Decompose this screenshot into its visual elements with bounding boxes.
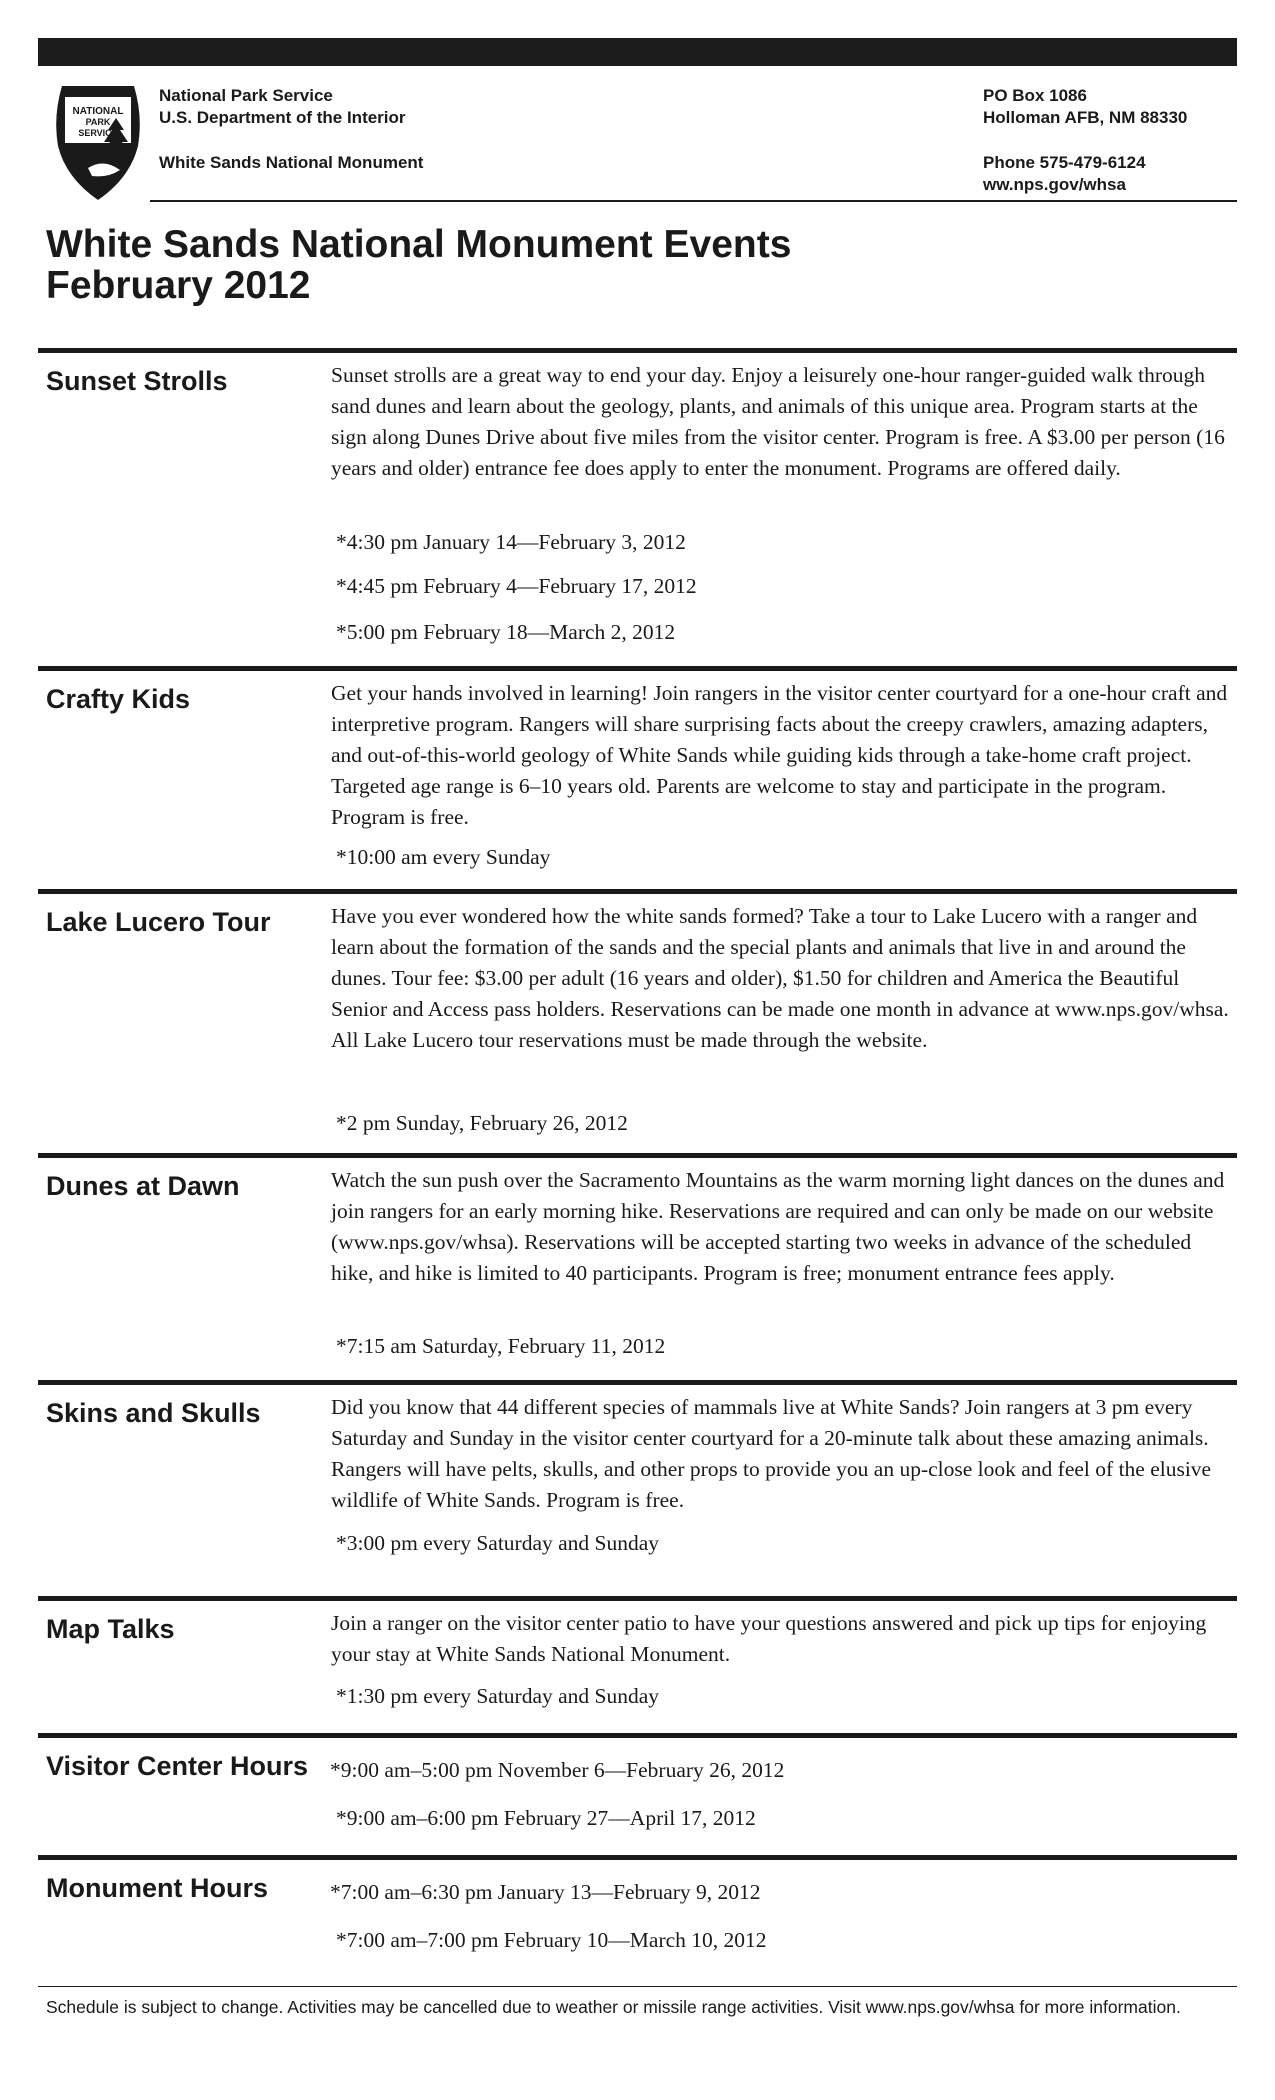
section-map-talks xyxy=(38,1596,1237,1734)
section-skins-and-skulls xyxy=(38,1380,1237,1597)
address-line-2: Holloman AFB, NM 88330 xyxy=(983,108,1188,127)
agency-line-2: U.S. Department of the Interior xyxy=(159,108,406,127)
header-rule xyxy=(150,200,1237,202)
section-title: Sunset Strolls xyxy=(46,366,228,396)
top-bar xyxy=(38,38,1237,66)
section-description: Watch the sun push over the Sacramento Mountains as the warm morning light dances on the dunes and join rangers for an early morning hike. Reservations are required and can only be made on our website (www.nps.gov/whsa). Reservations will be accepted starting two weeks in advance of the scheduled hike, and hike is limited to 40 participants. Program is free; monument entrance fees apply. xyxy=(331,1168,1225,1285)
schedule-item: *7:15 am Saturday, February 11, 2012 xyxy=(336,1334,666,1358)
section-title: Monument Hours xyxy=(46,1873,268,1903)
footer-note: Schedule is subject to change. Activities may be cancelled due to weather or missile range activities. Visit www.nps.gov/whsa for more information. xyxy=(46,1997,1181,2017)
section-description: Get your hands involved in learning! Join rangers in the visitor center courtyard for a one-hour craft and interpretive program. Rangers will share surprising facts about the creepy crawlers, amazing adapters, and out-of-this-world geology of White Sands while guiding kids through a take-home craft project. Targeted age range is 6–10 years old. Parents are welcome to stay and participate in the program. Program is free. xyxy=(331,681,1228,829)
schedule-item: *9:00 am–6:00 pm February 27—April 17, 2012 xyxy=(336,1806,756,1830)
schedule-item: *3:00 pm every Saturday and Sunday xyxy=(336,1531,660,1555)
schedule-item: *7:00 am–7:00 pm February 10—March 10, 2012 xyxy=(336,1928,767,1952)
svg-text:PARK: PARK xyxy=(85,117,111,127)
section-description: Join a ranger on the visitor center patio to have your questions answered and pick up tips for enjoying your stay at White Sands National Monument. xyxy=(331,1611,1207,1666)
schedule-item: *4:45 pm February 4—February 17, 2012 xyxy=(336,574,697,598)
phone-number: Phone 575-479-6124 xyxy=(983,153,1146,172)
schedule-item: *1:30 pm every Saturday and Sunday xyxy=(336,1684,660,1708)
section-visitor-center-hours xyxy=(38,1733,1237,1856)
unit-name: White Sands National Monument xyxy=(159,153,424,172)
section-monument-hours xyxy=(38,1855,1237,1980)
section-title: Lake Lucero Tour xyxy=(46,907,271,937)
svg-text:NATIONAL: NATIONAL xyxy=(72,106,124,117)
schedule-item: *5:00 pm February 18—March 2, 2012 xyxy=(336,620,676,644)
footer-rule xyxy=(38,1986,1237,1987)
section-sunset-strolls xyxy=(38,348,1237,667)
section-description: Sunset strolls are a great way to end your day. Enjoy a leisurely one-hour ranger-guided walk through sand dunes and learn about the geology, plants, and animals of this unique area. Program starts at the sign along Dunes Drive about five miles from the visitor center. Program is free. A $3.00 per person (16 years and older) entrance fee does apply to enter the monument. Programs are offered daily. xyxy=(331,363,1225,480)
schedule-item: *10:00 am every Sunday xyxy=(336,845,551,869)
address-line-1: PO Box 1086 xyxy=(983,86,1087,105)
agency-line-1: National Park Service xyxy=(159,86,333,105)
section-dunes-at-dawn xyxy=(38,1153,1237,1381)
section-title: Crafty Kids xyxy=(46,684,191,714)
schedule-item: *9:00 am–5:00 pm November 6—February 26, 2012 xyxy=(330,1758,785,1782)
website-link[interactable]: ww.nps.gov/whsa xyxy=(983,175,1126,194)
section-crafty-kids xyxy=(38,666,1237,890)
page-title-line-1: White Sands National Monument Events xyxy=(46,223,792,266)
section-title: Skins and Skulls xyxy=(46,1398,261,1428)
page-title-line-2: February 2012 xyxy=(46,264,311,307)
section-title: Dunes at Dawn xyxy=(46,1171,240,1201)
section-lake-lucero-tour xyxy=(38,889,1237,1154)
schedule-item: *4:30 pm January 14—February 3, 2012 xyxy=(336,530,686,554)
schedule-item: *7:00 am–6:30 pm January 13—February 9, 2012 xyxy=(330,1880,761,1904)
section-title: Map Talks xyxy=(46,1614,175,1644)
section-description: Did you know that 44 different species of mammals live at White Sands? Join rangers at 3 pm every Saturday and Sunday in the visitor center courtyard for a 20-minute talk about these amazing animals. Rangers will have pelts, skulls, and other props to provide you an up-close look and feel of the elusive wildlife of White Sands. Program is free. xyxy=(331,1395,1212,1512)
svg-text:SERVICE: SERVICE xyxy=(78,128,118,138)
section-description: Have you ever wondered how the white sands formed? Take a tour to Lake Lucero with a ranger and learn about the formation of the sands and the special plants and animals that live in and around the dunes. Tour fee: $3.00 per adult (16 years and older), $1.50 for children and America the Beautiful Senior and Access pass holders. Reservations can be made one month in advance at www.nps.gov/whsa. All Lake Lucero tour reservations must be made through the website. xyxy=(331,904,1229,1052)
section-title: Visitor Center Hours xyxy=(46,1751,309,1781)
page-title xyxy=(46,224,791,306)
nps-arrowhead-logo-icon xyxy=(48,78,148,202)
schedule-item: *2 pm Sunday, February 26, 2012 xyxy=(336,1111,628,1135)
